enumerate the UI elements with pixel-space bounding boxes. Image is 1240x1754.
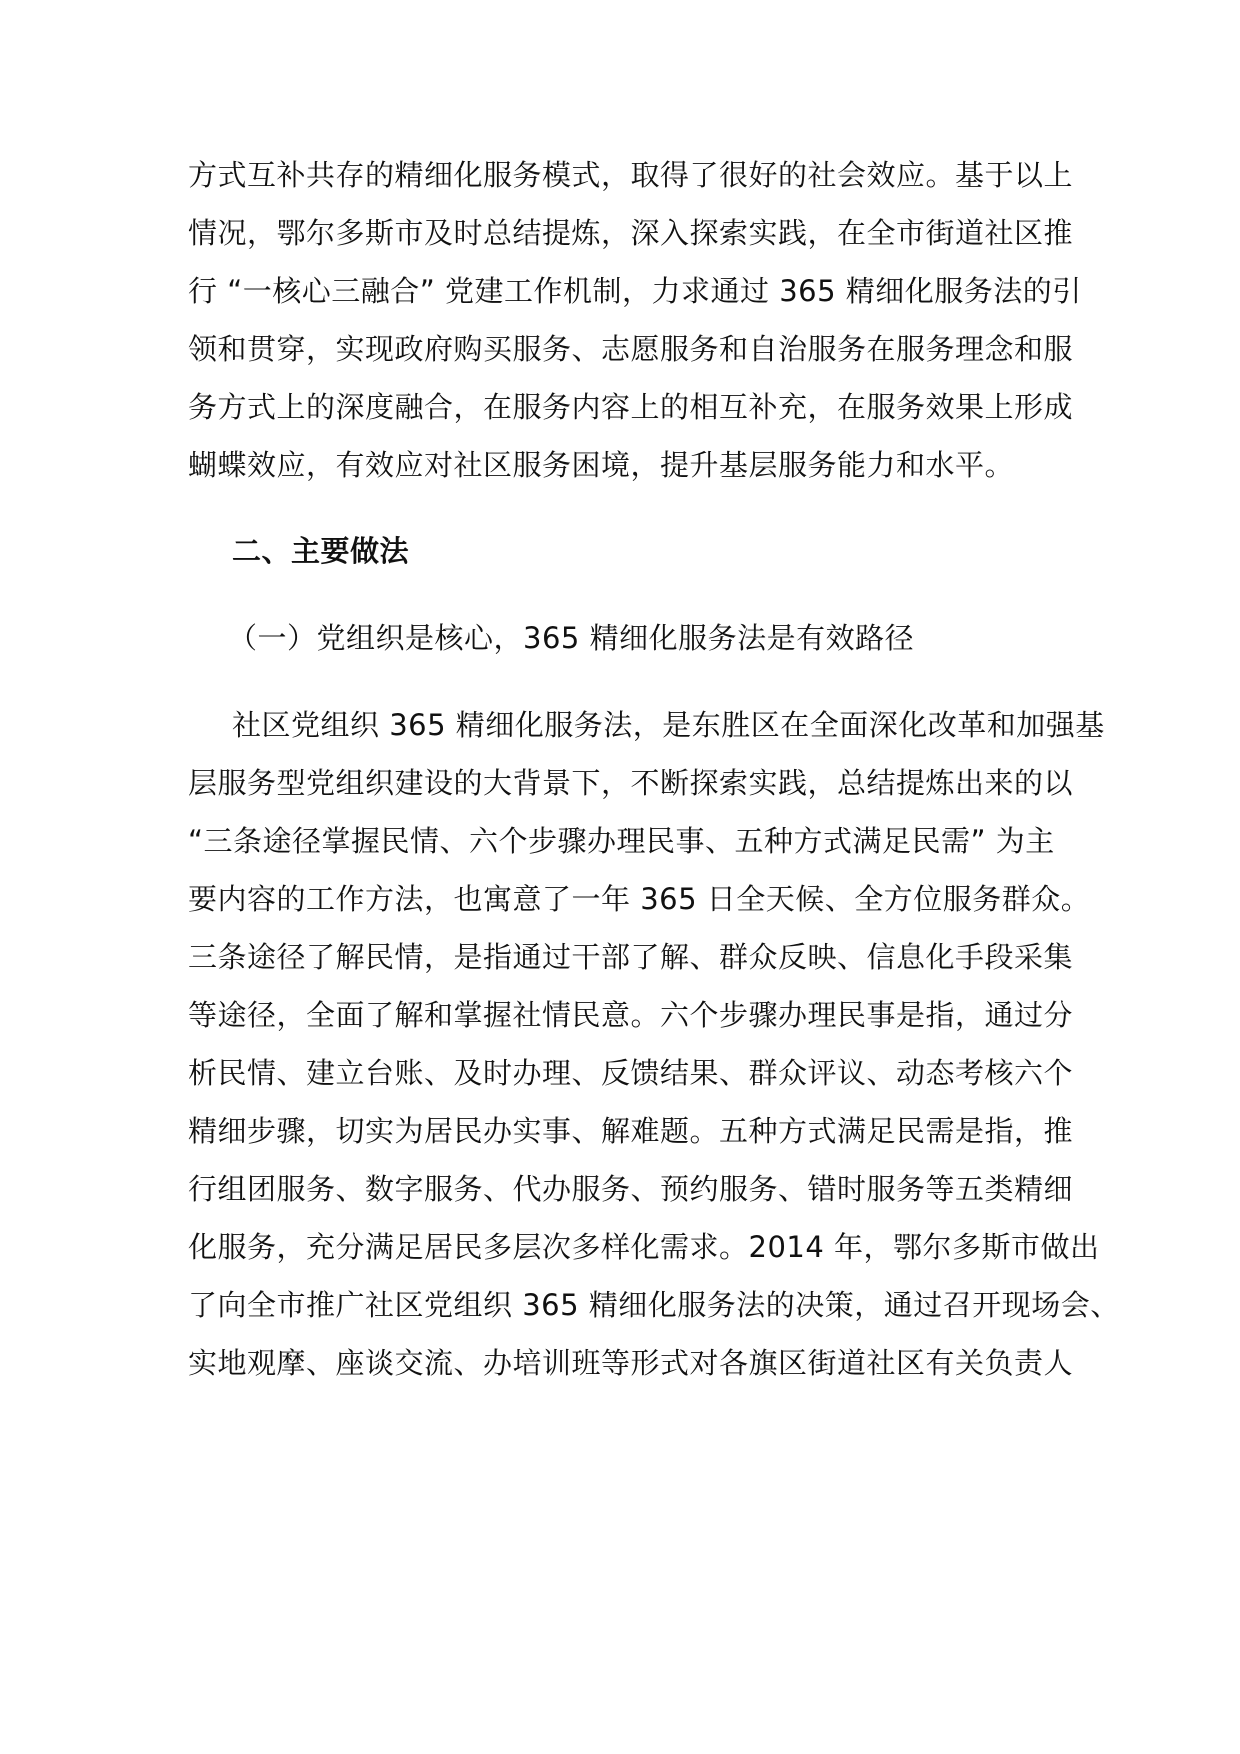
body-line: 三条途径了解民情，是指通过干部了解、群众反映、信息化手段采集: [188, 940, 1074, 974]
body-line: 行 “一核心三融合” 党建工作机制，力求通过 365 精细化服务法的引: [188, 274, 1082, 308]
body-line: 领和贯穿，实现政府购买服务、志愿服务和自治服务在服务理念和服: [188, 332, 1074, 366]
subsection-heading: （一）党组织是核心，365 精细化服务法是有效路径: [228, 621, 915, 655]
body-line: 方式互补共存的精细化服务模式，取得了很好的社会效应。基于以上: [188, 158, 1074, 192]
body-line: 要内容的工作方法，也寓意了一年 365 日全天候、全方位服务群众。: [188, 882, 1091, 916]
body-line: 等途径，全面了解和掌握社情民意。六个步骤办理民事是指，通过分: [188, 998, 1074, 1032]
body-line: 务方式上的深度融合，在服务内容上的相互补充，在服务效果上形成: [188, 390, 1074, 424]
body-line: 实地观摩、座谈交流、办培训班等形式对各旗区街道社区有关负责人: [188, 1346, 1074, 1380]
body-line: 社区党组织 365 精细化服务法，是东胜区在全面深化改革和加强基: [232, 708, 1105, 742]
body-line: 了向全市推广社区党组织 365 精细化服务法的决策，通过召开现场会、: [188, 1288, 1120, 1322]
body-line: “三条途径掌握民情、六个步骤办理民事、五种方式满足民需” 为主: [188, 824, 1055, 858]
body-line: 精细步骤，切实为居民办实事、解难题。五种方式满足民需是指，推: [188, 1114, 1074, 1148]
body-line: 行组团服务、数字服务、代办服务、预约服务、错时服务等五类精细: [188, 1172, 1074, 1206]
body-line: 化服务，充分满足居民多层次多样化需求。2014 年，鄂尔多斯市做出: [188, 1230, 1100, 1264]
body-line: 蝴蝶效应，有效应对社区服务困境，提升基层服务能力和水平。: [188, 448, 1015, 482]
section-heading: 二、主要做法: [232, 534, 410, 568]
body-line: 层服务型党组织建设的大背景下，不断探索实践，总结提炼出来的以: [188, 766, 1074, 800]
body-line: 析民情、建立台账、及时办理、反馈结果、群众评议、动态考核六个: [188, 1056, 1074, 1090]
body-line: 情况，鄂尔多斯市及时总结提炼，深入探索实践，在全市街道社区推: [188, 216, 1074, 250]
